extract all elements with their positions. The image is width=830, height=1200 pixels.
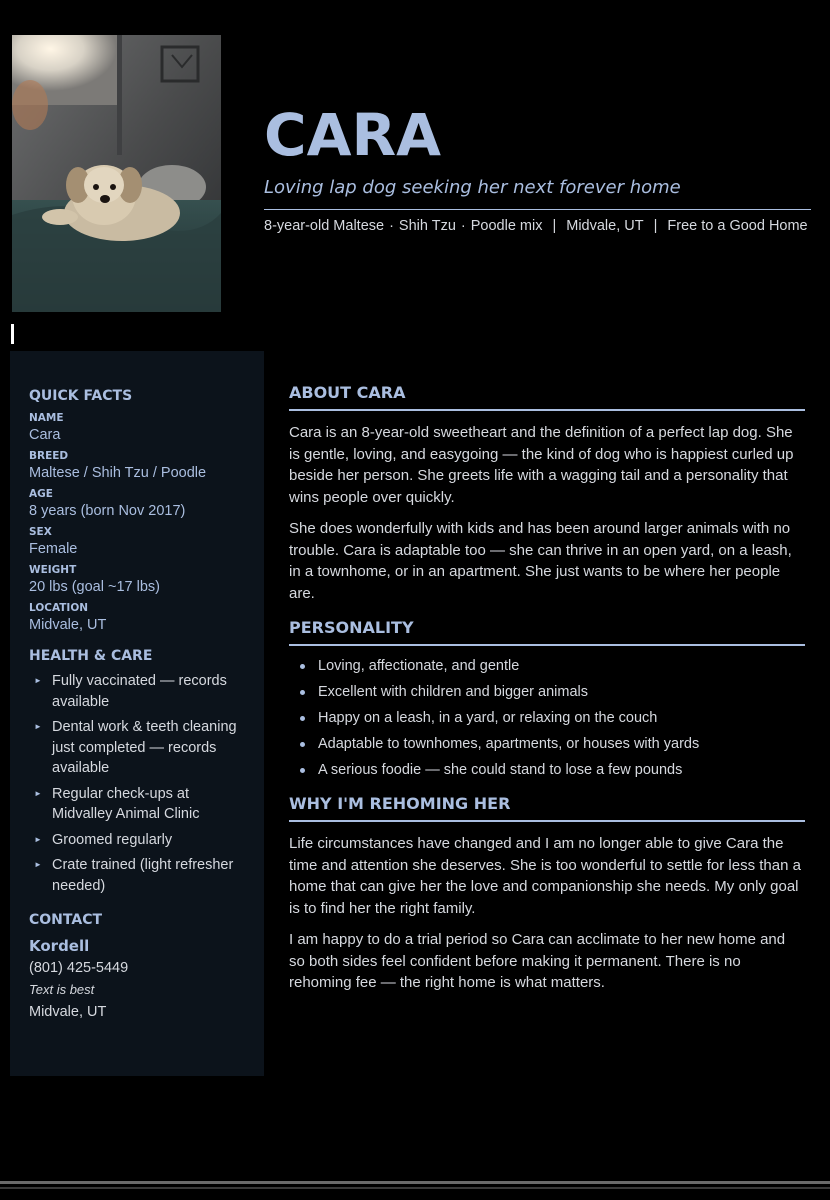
fact-value: 20 lbs (goal ~17 lbs) — [29, 579, 160, 595]
contact-name: Kordell — [29, 937, 90, 955]
triangle-bullet-icon: ► — [34, 788, 42, 798]
bullet-dot-icon — [300, 690, 305, 695]
fact-weight — [29, 563, 250, 597]
list-item — [289, 656, 805, 676]
fact-value: 8 years (born Nov 2017) — [29, 503, 186, 519]
about-paragraph: She does wonderfully with kids and has been around larger animals with no trouble. Cara is adaptable too — she can thrive in an open yard, on a leash, in a townhome, or in an apartment. She just wants to be where her people are. — [289, 520, 792, 602]
triangle-bullet-icon: ► — [34, 834, 42, 844]
fact-value: Maltese / Shih Tzu / Poodle — [29, 465, 207, 481]
footer-divider — [0, 1181, 830, 1184]
list-item-text: Fully vaccinated — records available — [52, 673, 227, 710]
fact-location — [29, 601, 250, 635]
fact-value: Midvale, UT — [29, 617, 107, 633]
personality-heading: PERSONALITY — [289, 618, 805, 646]
header — [264, 100, 811, 236]
meta-breed-3: Poodle mix — [470, 218, 543, 234]
health-list — [29, 671, 250, 896]
fact-breed — [29, 449, 250, 483]
list-item — [289, 682, 805, 702]
list-item — [29, 671, 250, 712]
list-item — [29, 784, 250, 825]
fact-label: WEIGHT — [29, 564, 77, 576]
health-care-heading: HEALTH & CARE — [29, 648, 153, 664]
personality-section — [289, 618, 805, 780]
list-item-text: Adaptable to townhomes, apartments, or houses with yards — [318, 736, 700, 752]
fact-value: Cara — [29, 427, 61, 443]
fact-label: BREED — [29, 450, 69, 462]
meta-breed-2: Shih Tzu — [398, 218, 456, 234]
text-cursor-mark — [11, 324, 14, 344]
meta-price: Free to a Good Home — [667, 218, 808, 234]
list-item-text: Happy on a leash, in a yard, or relaxing on the couch — [318, 710, 658, 726]
list-item — [289, 734, 805, 754]
dog-photo-image — [12, 35, 221, 312]
meta-location: Midvale, UT — [566, 218, 644, 234]
fact-age — [29, 487, 250, 521]
fact-label: LOCATION — [29, 602, 89, 614]
triangle-bullet-icon: ► — [34, 722, 42, 731]
contact-heading: CONTACT — [29, 912, 103, 928]
rehoming-paragraph: I am happy to do a trial period so Cara can acclimate to her new home and so both sides feel confident before making it permanent. There is no rehoming fee — the right home is what matters. — [289, 931, 786, 991]
meta-dot: · — [389, 218, 394, 234]
bullet-dot-icon — [300, 716, 305, 721]
dog-photo — [12, 35, 221, 312]
list-item-text: Regular check-ups at Midvalley Animal Clinic — [52, 785, 200, 822]
meta-separator: | — [653, 218, 658, 234]
fact-label: SEX — [29, 526, 52, 538]
rehoming-heading: WHY I'M REHOMING HER — [289, 794, 805, 822]
rehoming-paragraph: Life circumstances have changed and I am no longer able to give Cara the time and attention she deserves. She is too wonderful to settle for less than a home that can give her the love and companionship she needs. My only goal is to find her the right family. — [289, 835, 801, 917]
sidebar — [10, 351, 264, 1076]
about-paragraph: Cara is an 8-year-old sweetheart and the definition of a perfect lap dog. She is gentle, loving, and easygoing — the kind of dog who is happiest curled up beside her person. She greets life with a wagging tail and a personality that wins people over quickly. — [289, 424, 794, 506]
rehoming-section — [289, 794, 805, 994]
about-heading: ABOUT CARA — [289, 383, 805, 411]
list-item — [29, 855, 250, 896]
triangle-bullet-icon: ► — [34, 860, 42, 869]
bullet-dot-icon — [300, 742, 305, 747]
meta-age-breed: 8-year-old Maltese — [264, 218, 385, 234]
bullet-dot-icon — [300, 768, 305, 773]
fact-label: NAME — [29, 412, 64, 424]
triangle-bullet-icon: ► — [34, 676, 42, 685]
fact-sex — [29, 525, 250, 559]
listing-meta — [264, 217, 811, 236]
personality-list — [289, 656, 805, 780]
list-item-text: A serious foodie — she could stand to lose a few pounds — [318, 762, 683, 778]
quick-facts-heading: QUICK FACTS — [29, 388, 133, 404]
list-item-text: Excellent with children and bigger animals — [318, 684, 589, 700]
list-item-text: Dental work & teeth cleaning just completed — records available — [52, 719, 237, 776]
list-item — [29, 830, 250, 851]
tagline: Loving lap dog seeking her next forever home — [264, 176, 811, 210]
list-item — [29, 717, 250, 779]
fact-name — [29, 411, 250, 445]
fact-label: AGE — [29, 488, 53, 500]
list-item — [289, 708, 805, 728]
main-content — [289, 383, 805, 1008]
contact-location: Midvale, UT — [29, 1004, 107, 1020]
meta-separator: | — [552, 218, 557, 234]
contact-note: Text is best — [29, 982, 95, 997]
list-item-text: Groomed regularly — [52, 831, 173, 848]
about-section — [289, 383, 805, 604]
list-item — [289, 760, 805, 780]
bullet-dot-icon — [300, 664, 305, 669]
meta-dot: · — [460, 218, 466, 234]
list-item-text: Crate trained (light refresher needed) — [52, 857, 234, 894]
list-item-text: Loving, affectionate, and gentle — [318, 658, 520, 674]
page-title: CARA — [264, 101, 442, 169]
footer-divider — [0, 1187, 830, 1189]
contact-phone: (801) 425-5449 — [29, 960, 129, 976]
fact-value: Female — [29, 541, 78, 557]
